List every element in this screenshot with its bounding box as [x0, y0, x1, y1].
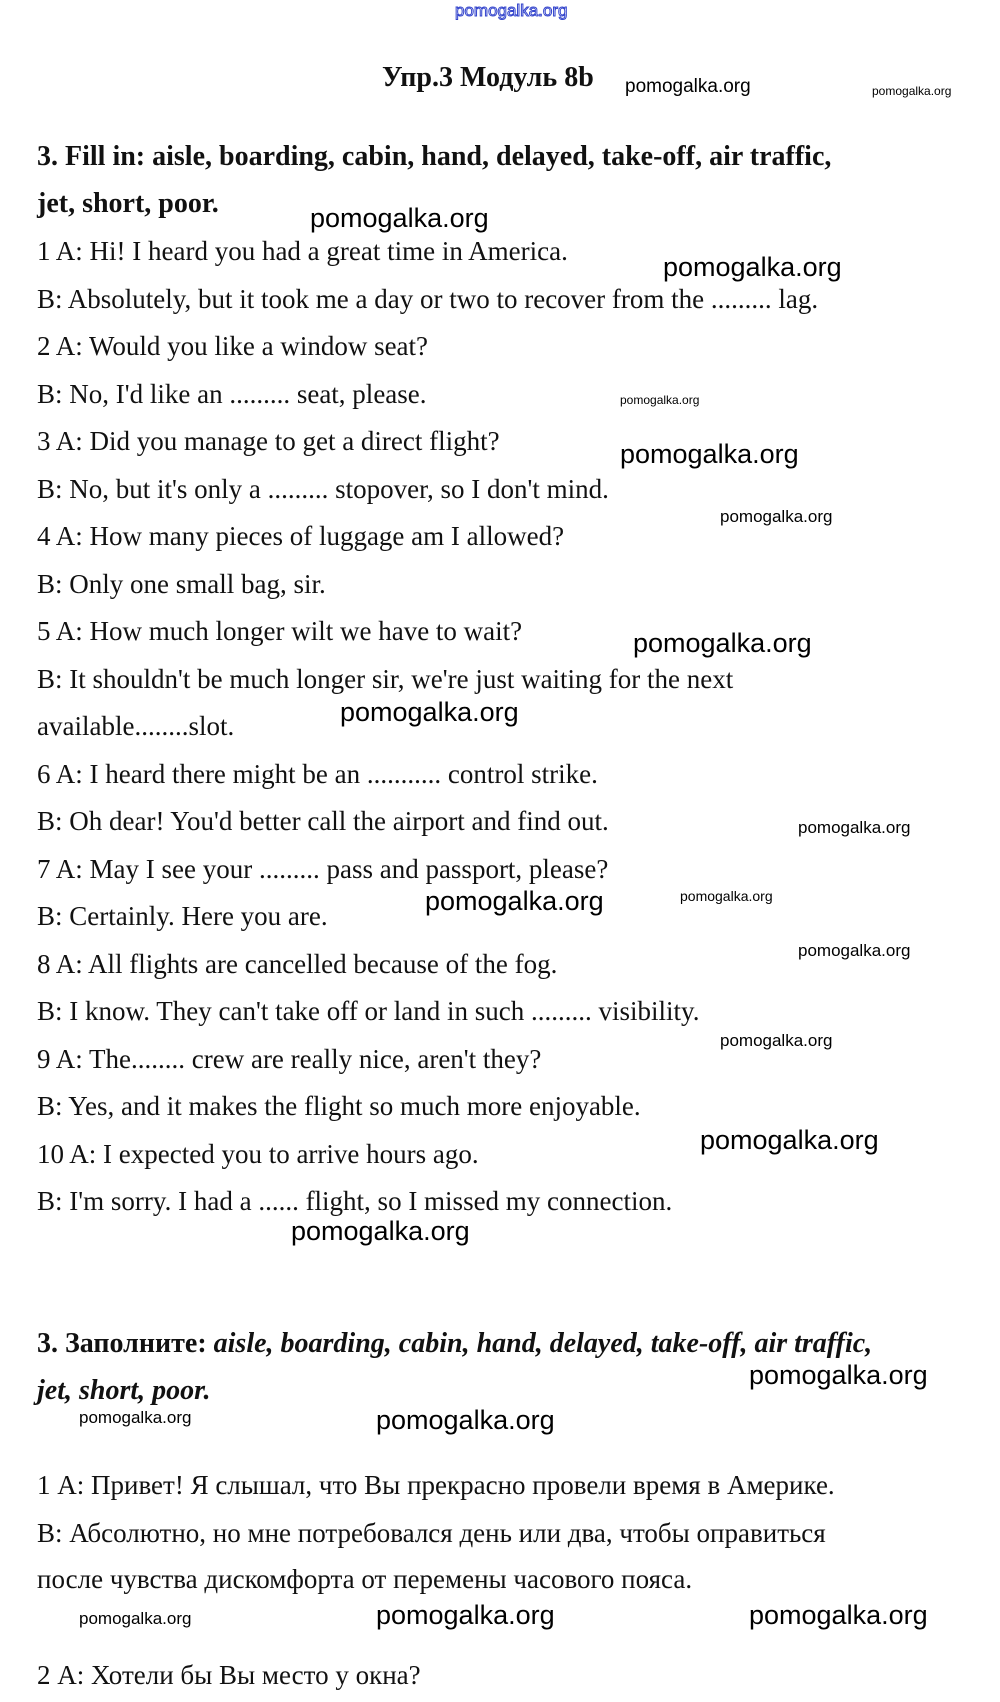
russian-heading-line1 [37, 1329, 872, 1359]
watermark: pomogalka.org [749, 1600, 928, 1630]
watermark: pomogalka.org [79, 1609, 192, 1628]
watermark: pomogalka.org [749, 1360, 928, 1390]
watermark: pomogalka.org [633, 628, 812, 658]
english-line: B: Only one small bag, sir. [37, 568, 326, 599]
watermark: pomogalka.org [620, 393, 700, 407]
watermark: pomogalka.org [310, 203, 489, 233]
russian-heading-line2: jet, short, poor. [37, 1375, 211, 1406]
watermark-top: pomogalka.org [455, 1, 568, 20]
english-line: 2 A: Would you like a window seat? [37, 331, 429, 361]
page-title: Упр.3 Модуль 8b [382, 62, 594, 93]
watermark: pomogalka.org [872, 84, 952, 98]
watermark: pomogalka.org [700, 1125, 879, 1155]
english-line: 7 A: May I see your ......... pass and passport, please? [37, 853, 609, 884]
russian-line: В: Абсолютно, но мне потребовался день или два, чтобы оправиться [37, 1518, 826, 1548]
english-line: B: I'm sorry. I had a ...... flight, so I missed my connection. [37, 1186, 673, 1216]
watermark: pomogalka.org [79, 1408, 192, 1427]
watermark: pomogalka.org [798, 818, 911, 837]
english-line: B: Yes, and it makes the flight so much more enjoyable. [37, 1091, 641, 1121]
english-line: available........slot. [37, 711, 235, 741]
english-line: 4 A: How many pieces of luggage am I allowed? [37, 521, 565, 551]
english-line: 3 A: Did you manage to get a direct flight? [37, 426, 500, 456]
watermark: pomogalka.org [680, 888, 773, 904]
watermark: pomogalka.org [376, 1405, 555, 1435]
russian-line: 2 А: Хотели бы Вы место у окна? [37, 1660, 421, 1690]
english-line: B: No, but it's only a ......... stopover, so I don't mind. [37, 473, 609, 504]
russian-heading-label: 3. Заполните: [37, 1328, 214, 1359]
russian-line: 1 А: Привет! Я слышал, что Вы прекрасно провели время в Америке. [37, 1470, 835, 1500]
watermark: pomogalka.org [720, 1031, 833, 1050]
watermark: pomogalka.org [425, 886, 604, 916]
russian-heading-words: aisle, boarding, cabin, hand, delayed, take-off, air traffic, [213, 1328, 873, 1359]
english-line: B: Absolutely, but it took me a day or two to recover from the ......... lag. [37, 283, 819, 314]
english-line: B: Oh dear! You'd better call the airport and find out. [37, 806, 609, 836]
watermark: pomogalka.org [340, 697, 519, 727]
english-line: 1 A: Hi! I heard you had a great time in America. [37, 236, 568, 266]
watermark: pomogalka.org [291, 1216, 470, 1246]
watermark: pomogalka.org [663, 252, 842, 282]
english-heading-line1: 3. Fill in: aisle, boarding, cabin, hand, delayed, take-off, air traffic, [37, 141, 832, 172]
english-line: 5 A: How much longer wilt we have to wait? [37, 616, 523, 646]
english-line: 8 A: All flights are cancelled because of the fog. [37, 948, 558, 979]
watermark: pomogalka.org [376, 1600, 555, 1630]
watermark: pomogalka.org [620, 439, 799, 469]
english-heading-line2: jet, short, poor. [37, 188, 219, 219]
english-line: 10 A: I expected you to arrive hours ago. [37, 1138, 479, 1169]
english-line: B: Certainly. Here you are. [37, 901, 328, 931]
russian-line: после чувства дискомфорта от перемены часового пояса. [37, 1564, 693, 1594]
english-line: B: It shouldn't be much longer sir, we're just waiting for the next [37, 663, 734, 694]
english-line: B: I know. They can't take off or land in such ......... visibility. [37, 996, 700, 1026]
watermark: pomogalka.org [720, 507, 833, 526]
watermark: pomogalka.org [798, 941, 911, 960]
english-line: 9 A: The........ crew are really nice, aren't they? [37, 1043, 542, 1074]
english-line: B: No, I'd like an ......... seat, please. [37, 378, 427, 409]
watermark: pomogalka.org [625, 76, 751, 97]
english-line: 6 A: I heard there might be an ........... control strike. [37, 758, 598, 789]
